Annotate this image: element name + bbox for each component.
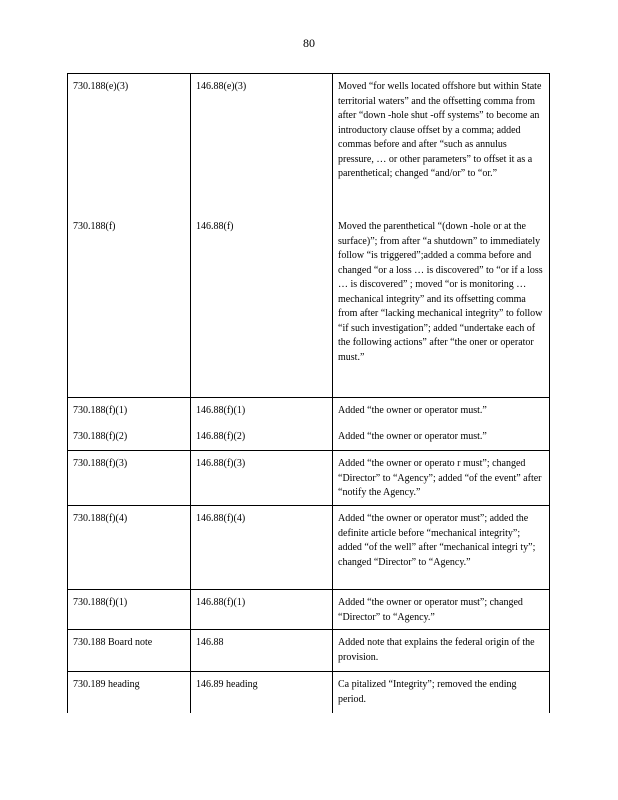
table-border-left [67,73,68,713]
table-cell-section: 730.188 Board note [73,637,153,648]
table-cell-federal-section: 146.88(f)(3) [196,458,246,469]
table-cell-federal-section: 146.88(f)(2) [196,431,246,442]
table-cell-section: 730.188(f)(4) [73,513,128,524]
table-cell-change: Moved the parenthetical “(down -hole or at the surface)”; from after “a shutdown” to immediately follow “is triggered”;added a comma before and changed “or a loss … is discovered” to “or if a loss … is discovered” ; moved “or is monitoring … mechanical integrity” and its offsetting comma from after “lacking mechanical integrity” to follow “if such investigation”; added “undertake each of the following actions” after “the oner or operator must.” [338,221,543,363]
table-cell-section: 730.188(f) [73,221,116,232]
table-cell-change: Added “the owner or operator must”; changed “Director” to “Agency.” [338,597,523,623]
table-cell-change: Added “the owner or operator must.” [338,431,487,442]
correlation-table [67,73,550,713]
row-divider [67,589,550,590]
table-cell-section: 730.188(f)(1) [73,405,128,416]
row-divider [67,629,550,630]
column-divider-2 [332,73,333,713]
table-cell-change: Added “the owner or operato r must”; changed “Director” to “Agency”; added “of the event” after “notify the Agency.” [338,458,542,498]
table-cell-section: 730.188(e)(3) [73,81,129,92]
table-cell-federal-section: 146.88(f)(1) [196,405,246,416]
table-cell-change: Ca pitalized “Integrity”; removed the ending period. [338,679,517,705]
table-cell-federal-section: 146.89 heading [196,679,258,690]
table-cell-section: 730.188(f)(1) [73,597,128,608]
table-cell-federal-section: 146.88(f)(1) [196,597,246,608]
table-cell-federal-section: 146.88(f)(4) [196,513,246,524]
row-divider [67,505,550,506]
row-divider [67,73,550,74]
table-cell-change: Moved “for wells located offshore but within State territorial waters” and the offsetting comma from after “down -hole shut -off systems” to become an introductory clause offset by a comma; added commas before and after “such as annulus pressure, … or other parameters” to offset it as a parenthetical; changed “and/or” to “or.” [338,81,542,179]
row-divider [67,671,550,672]
table-cell-section: 730.188(f)(3) [73,458,128,469]
table-cell-change: Added note that explains the federal origin of the provision. [338,637,535,663]
table-cell-section: 730.188(f)(2) [73,431,128,442]
table-cell-section: 730.189 heading [73,679,140,690]
row-divider [67,397,550,398]
page-number: 80 [303,36,315,50]
table-cell-federal-section: 146.88 [196,637,224,648]
table-cell-federal-section: 146.88(f) [196,221,234,232]
table-cell-federal-section: 146.88(e)(3) [196,81,247,92]
row-divider [67,450,550,451]
table-cell-change: Added “the owner or operator must”; added the definite article before “mechanical integrity”; added “of the well” after “mechanical integri ty”; changed “Director” to “Agency.” [338,513,536,568]
table-border-right [549,73,550,713]
column-divider-1 [190,73,191,713]
table-cell-change: Added “the owner or operator must.” [338,405,487,416]
